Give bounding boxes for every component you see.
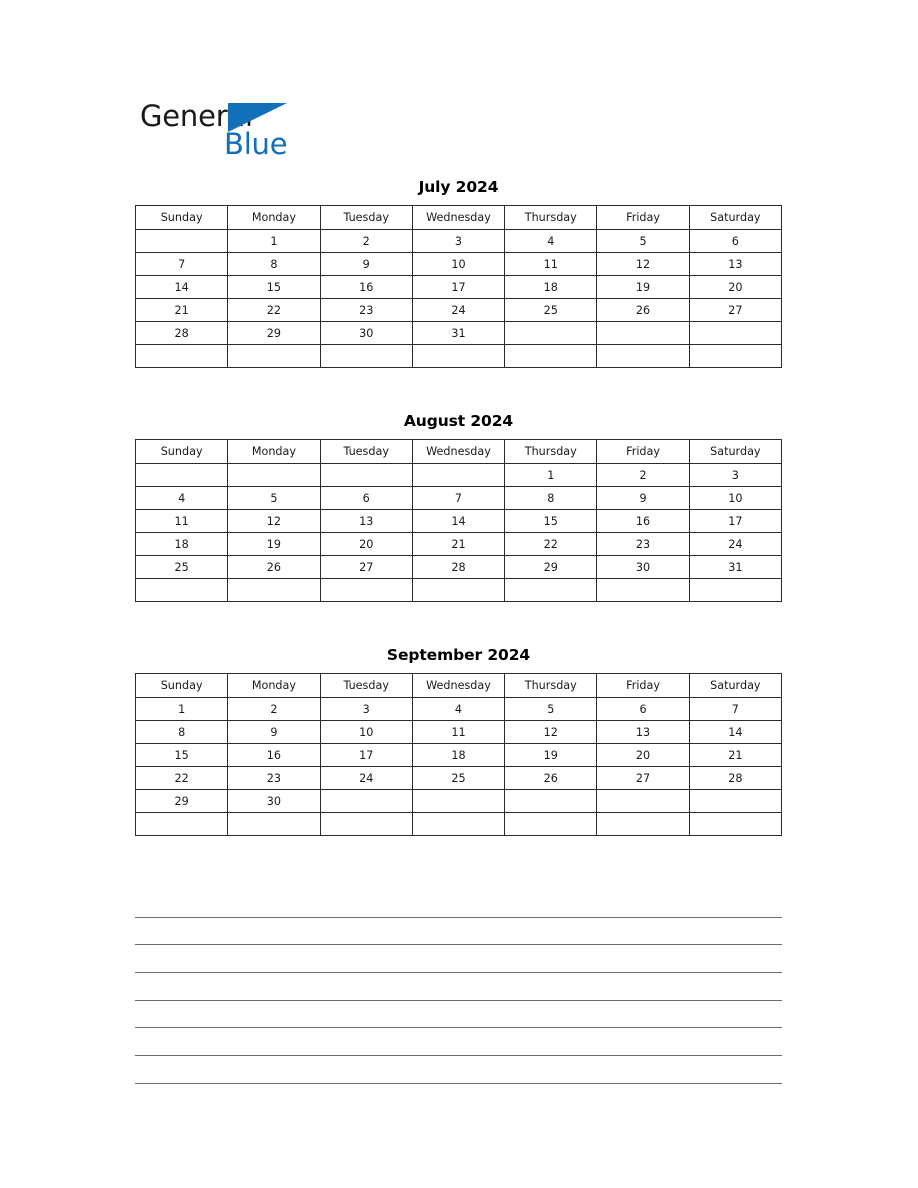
day-cell[interactable] bbox=[597, 813, 689, 836]
day-cell[interactable]: 17 bbox=[689, 510, 781, 533]
week-row bbox=[136, 253, 782, 276]
day-cell[interactable]: 16 bbox=[320, 276, 412, 299]
weekday-header-row bbox=[136, 206, 782, 230]
day-cell[interactable]: 7 bbox=[689, 698, 781, 721]
note-line[interactable] bbox=[135, 1028, 782, 1056]
day-cell[interactable] bbox=[136, 345, 228, 368]
day-cell[interactable]: 1 bbox=[228, 230, 320, 253]
day-cell[interactable]: 3 bbox=[689, 464, 781, 487]
day-cell[interactable] bbox=[320, 464, 412, 487]
week-row bbox=[136, 721, 782, 744]
day-cell[interactable]: 4 bbox=[136, 487, 228, 510]
day-cell[interactable]: 5 bbox=[505, 698, 597, 721]
day-cell[interactable]: 22 bbox=[505, 533, 597, 556]
day-cell[interactable]: 13 bbox=[597, 721, 689, 744]
day-cell[interactable]: 14 bbox=[136, 276, 228, 299]
week-row bbox=[136, 464, 782, 487]
week-row bbox=[136, 744, 782, 767]
note-line[interactable] bbox=[135, 890, 782, 918]
day-cell[interactable]: 11 bbox=[136, 510, 228, 533]
calendar-table-august bbox=[135, 439, 782, 602]
day-cell[interactable]: 25 bbox=[505, 299, 597, 322]
day-cell[interactable] bbox=[412, 345, 504, 368]
day-cell[interactable]: 19 bbox=[228, 533, 320, 556]
month-title: September 2024 bbox=[386, 646, 531, 664]
note-line[interactable] bbox=[135, 918, 782, 946]
day-cell[interactable]: 14 bbox=[689, 721, 781, 744]
day-cell[interactable]: 7 bbox=[412, 487, 504, 510]
weekday-header-monday: Monday bbox=[228, 674, 320, 698]
day-cell[interactable]: 27 bbox=[320, 556, 412, 579]
day-cell[interactable] bbox=[597, 345, 689, 368]
day-cell[interactable]: 19 bbox=[505, 744, 597, 767]
day-cell[interactable]: 1 bbox=[136, 698, 228, 721]
day-cell[interactable]: 2 bbox=[320, 230, 412, 253]
day-cell[interactable]: 21 bbox=[412, 533, 504, 556]
day-cell[interactable]: 9 bbox=[228, 721, 320, 744]
weekday-header-thursday: Thursday bbox=[505, 206, 597, 230]
day-cell[interactable]: 23 bbox=[228, 767, 320, 790]
day-cell[interactable]: 12 bbox=[597, 253, 689, 276]
day-cell[interactable]: 31 bbox=[412, 322, 504, 345]
weekday-header-sunday: Sunday bbox=[136, 440, 228, 464]
day-cell[interactable]: 11 bbox=[505, 253, 597, 276]
day-cell[interactable]: 8 bbox=[136, 721, 228, 744]
weekday-header-row bbox=[136, 440, 782, 464]
day-cell[interactable]: 21 bbox=[136, 299, 228, 322]
day-cell[interactable]: 1 bbox=[505, 464, 597, 487]
day-cell[interactable] bbox=[412, 790, 504, 813]
weekday-header-saturday: Saturday bbox=[689, 674, 781, 698]
day-cell[interactable]: 4 bbox=[412, 698, 504, 721]
weekday-header-friday: Friday bbox=[597, 440, 689, 464]
week-row bbox=[136, 579, 782, 602]
day-cell[interactable] bbox=[136, 230, 228, 253]
weekday-header-friday: Friday bbox=[597, 206, 689, 230]
week-row bbox=[136, 813, 782, 836]
day-cell[interactable]: 18 bbox=[412, 744, 504, 767]
day-cell[interactable]: 25 bbox=[136, 556, 228, 579]
day-cell[interactable]: 6 bbox=[320, 487, 412, 510]
month-title: August 2024 bbox=[403, 412, 514, 430]
day-cell[interactable]: 27 bbox=[597, 767, 689, 790]
day-cell[interactable]: 26 bbox=[597, 299, 689, 322]
day-cell[interactable] bbox=[597, 790, 689, 813]
day-cell[interactable]: 4 bbox=[505, 230, 597, 253]
day-cell[interactable] bbox=[689, 345, 781, 368]
day-cell[interactable]: 6 bbox=[689, 230, 781, 253]
day-cell[interactable] bbox=[320, 813, 412, 836]
day-cell[interactable] bbox=[689, 790, 781, 813]
day-cell[interactable] bbox=[320, 790, 412, 813]
day-cell[interactable]: 24 bbox=[689, 533, 781, 556]
weekday-header-sunday: Sunday bbox=[136, 674, 228, 698]
day-cell[interactable] bbox=[689, 813, 781, 836]
day-cell[interactable]: 9 bbox=[597, 487, 689, 510]
day-cell[interactable]: 22 bbox=[228, 299, 320, 322]
day-cell[interactable] bbox=[412, 464, 504, 487]
day-cell[interactable]: 15 bbox=[136, 744, 228, 767]
weekday-header-wednesday: Wednesday bbox=[412, 674, 504, 698]
day-cell[interactable]: 24 bbox=[320, 767, 412, 790]
day-cell[interactable] bbox=[412, 813, 504, 836]
note-line[interactable] bbox=[135, 973, 782, 1001]
logo-text-general: General bbox=[140, 99, 253, 133]
weekday-header-monday: Monday bbox=[228, 440, 320, 464]
day-cell[interactable]: 25 bbox=[412, 767, 504, 790]
week-row bbox=[136, 698, 782, 721]
weekday-header-tuesday: Tuesday bbox=[320, 206, 412, 230]
month-section-september bbox=[135, 646, 782, 836]
day-cell[interactable]: 18 bbox=[505, 276, 597, 299]
day-cell[interactable] bbox=[228, 464, 320, 487]
day-cell[interactable]: 16 bbox=[597, 510, 689, 533]
day-cell[interactable]: 31 bbox=[689, 556, 781, 579]
day-cell[interactable]: 11 bbox=[412, 721, 504, 744]
day-cell[interactable]: 20 bbox=[320, 533, 412, 556]
general-blue-logo bbox=[140, 100, 360, 170]
day-cell[interactable]: 15 bbox=[228, 276, 320, 299]
day-cell[interactable] bbox=[320, 345, 412, 368]
day-cell[interactable] bbox=[412, 579, 504, 602]
day-cell[interactable]: 28 bbox=[689, 767, 781, 790]
day-cell[interactable]: 20 bbox=[689, 276, 781, 299]
day-cell[interactable] bbox=[689, 322, 781, 345]
month-section-august bbox=[135, 412, 782, 602]
weekday-header-saturday: Saturday bbox=[689, 440, 781, 464]
note-line[interactable] bbox=[135, 945, 782, 973]
day-cell[interactable]: 17 bbox=[412, 276, 504, 299]
logo-text-blue: Blue bbox=[224, 127, 288, 161]
day-cell[interactable]: 8 bbox=[505, 487, 597, 510]
day-cell[interactable]: 13 bbox=[689, 253, 781, 276]
day-cell[interactable]: 13 bbox=[320, 510, 412, 533]
day-cell[interactable]: 28 bbox=[412, 556, 504, 579]
day-cell[interactable]: 18 bbox=[136, 533, 228, 556]
day-cell[interactable]: 8 bbox=[228, 253, 320, 276]
day-cell[interactable]: 29 bbox=[505, 556, 597, 579]
week-row bbox=[136, 487, 782, 510]
week-row bbox=[136, 299, 782, 322]
calendar-table-september bbox=[135, 673, 782, 836]
day-cell[interactable]: 3 bbox=[412, 230, 504, 253]
week-row bbox=[136, 533, 782, 556]
day-cell[interactable] bbox=[228, 345, 320, 368]
day-cell[interactable]: 10 bbox=[320, 721, 412, 744]
day-cell[interactable]: 15 bbox=[505, 510, 597, 533]
day-cell[interactable]: 16 bbox=[228, 744, 320, 767]
weekday-header-wednesday: Wednesday bbox=[412, 206, 504, 230]
day-cell[interactable]: 14 bbox=[412, 510, 504, 533]
day-cell[interactable]: 5 bbox=[597, 230, 689, 253]
day-cell[interactable] bbox=[136, 579, 228, 602]
weekday-header-row bbox=[136, 674, 782, 698]
month-section-july bbox=[135, 178, 782, 368]
weekday-header-tuesday: Tuesday bbox=[320, 674, 412, 698]
day-cell[interactable]: 6 bbox=[597, 698, 689, 721]
day-cell[interactable]: 2 bbox=[597, 464, 689, 487]
weekday-header-sunday: Sunday bbox=[136, 206, 228, 230]
week-row bbox=[136, 322, 782, 345]
day-cell[interactable]: 20 bbox=[597, 744, 689, 767]
day-cell[interactable] bbox=[597, 579, 689, 602]
notes-section bbox=[135, 890, 782, 1084]
day-cell[interactable] bbox=[689, 579, 781, 602]
day-cell[interactable]: 23 bbox=[597, 533, 689, 556]
day-cell[interactable] bbox=[505, 345, 597, 368]
weekday-header-wednesday: Wednesday bbox=[412, 440, 504, 464]
day-cell[interactable]: 12 bbox=[505, 721, 597, 744]
day-cell[interactable] bbox=[505, 790, 597, 813]
week-row bbox=[136, 790, 782, 813]
day-cell[interactable]: 29 bbox=[136, 790, 228, 813]
day-cell[interactable]: 2 bbox=[228, 698, 320, 721]
day-cell[interactable]: 29 bbox=[228, 322, 320, 345]
weekday-header-thursday: Thursday bbox=[505, 674, 597, 698]
day-cell[interactable]: 10 bbox=[689, 487, 781, 510]
weekday-header-tuesday: Tuesday bbox=[320, 440, 412, 464]
day-cell[interactable]: 5 bbox=[228, 487, 320, 510]
day-cell[interactable] bbox=[228, 579, 320, 602]
week-row bbox=[136, 556, 782, 579]
weekday-header-saturday: Saturday bbox=[689, 206, 781, 230]
month-title: July 2024 bbox=[418, 178, 499, 196]
day-cell[interactable] bbox=[505, 322, 597, 345]
day-cell[interactable] bbox=[320, 579, 412, 602]
day-cell[interactable]: 28 bbox=[136, 322, 228, 345]
day-cell[interactable]: 3 bbox=[320, 698, 412, 721]
day-cell[interactable] bbox=[228, 813, 320, 836]
day-cell[interactable] bbox=[505, 813, 597, 836]
calendar-table-july bbox=[135, 205, 782, 368]
day-cell[interactable]: 30 bbox=[228, 790, 320, 813]
week-row bbox=[136, 510, 782, 533]
weekday-header-monday: Monday bbox=[228, 206, 320, 230]
day-cell[interactable] bbox=[136, 813, 228, 836]
day-cell[interactable] bbox=[136, 464, 228, 487]
note-line[interactable] bbox=[135, 1056, 782, 1084]
day-cell[interactable]: 30 bbox=[597, 556, 689, 579]
day-cell[interactable]: 7 bbox=[136, 253, 228, 276]
week-row bbox=[136, 767, 782, 790]
day-cell[interactable]: 22 bbox=[136, 767, 228, 790]
weekday-header-friday: Friday bbox=[597, 674, 689, 698]
day-cell[interactable]: 24 bbox=[412, 299, 504, 322]
week-row bbox=[136, 276, 782, 299]
weekday-header-thursday: Thursday bbox=[505, 440, 597, 464]
week-row bbox=[136, 345, 782, 368]
day-cell[interactable]: 17 bbox=[320, 744, 412, 767]
day-cell[interactable] bbox=[597, 322, 689, 345]
day-cell[interactable]: 23 bbox=[320, 299, 412, 322]
day-cell[interactable]: 30 bbox=[320, 322, 412, 345]
day-cell[interactable]: 26 bbox=[505, 767, 597, 790]
day-cell[interactable]: 26 bbox=[228, 556, 320, 579]
day-cell[interactable]: 27 bbox=[689, 299, 781, 322]
day-cell[interactable]: 12 bbox=[228, 510, 320, 533]
day-cell[interactable]: 9 bbox=[320, 253, 412, 276]
day-cell[interactable]: 10 bbox=[412, 253, 504, 276]
day-cell[interactable]: 19 bbox=[597, 276, 689, 299]
week-row bbox=[136, 230, 782, 253]
day-cell[interactable]: 21 bbox=[689, 744, 781, 767]
day-cell[interactable] bbox=[505, 579, 597, 602]
note-line[interactable] bbox=[135, 1001, 782, 1029]
